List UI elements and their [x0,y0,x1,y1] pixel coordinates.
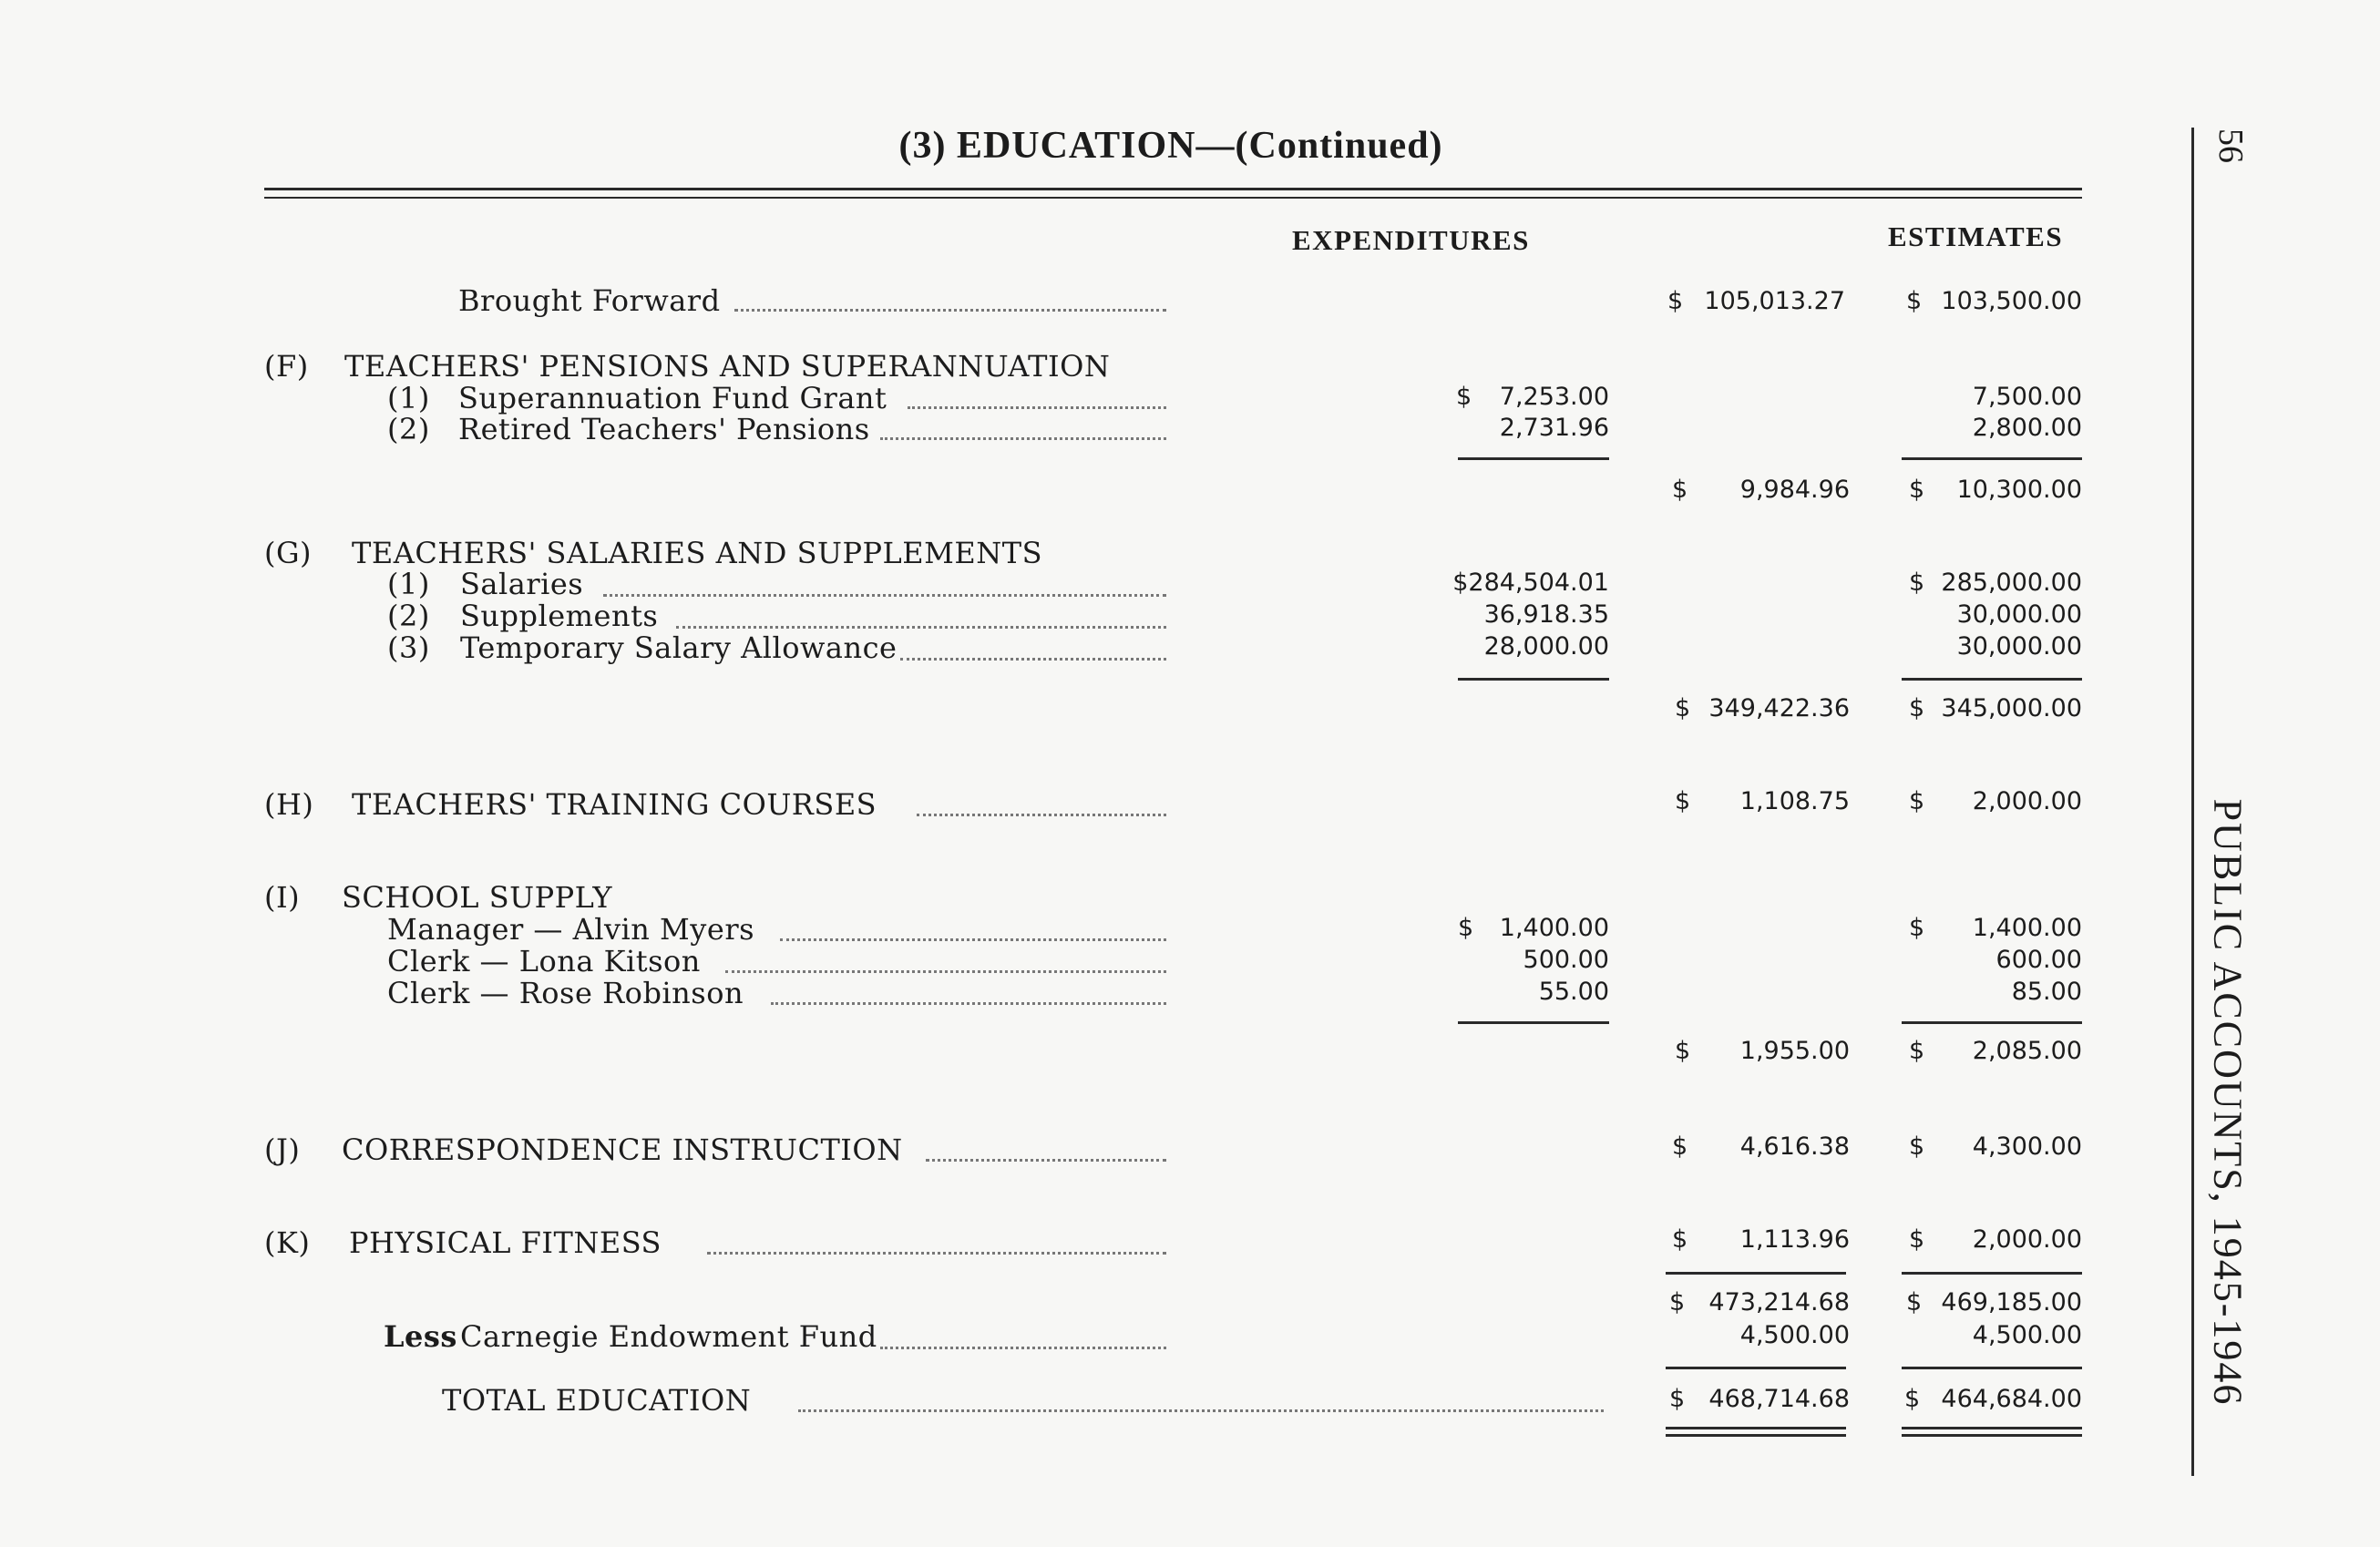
item-number: (3) [387,630,430,665]
item-amount: 36,918.35 [1483,600,1609,629]
section-estimate-total: 2,000.00 [1972,787,2082,815]
column-header-estimates: ESTIMATES [1888,220,2064,252]
section-estimate-total: 2,000.00 [1972,1225,2082,1254]
subtotal-rule [1902,678,2082,681]
item-estimate: 285,000.00 [1941,569,2082,597]
page-title: (3) EDUCATION—(Continued) [898,125,1443,167]
total-rule [1666,1427,1846,1429]
item-label: Salaries [460,567,584,601]
leader-dots [798,1409,1604,1412]
running-title: PUBLIC ACCOUNTS, 1945-1946 [2205,798,2251,1407]
total-label: TOTAL EDUCATION [442,1383,752,1418]
item-amount: 7,253.00 [1499,383,1609,411]
leader-dots [880,437,1166,440]
item-estimate: 2,800.00 [1972,414,2082,442]
currency-sign: $ [1909,1132,1925,1161]
item-label: Retired Teachers' Pensions [458,412,870,446]
currency-sign: $ [1669,1288,1686,1316]
section-title: TEACHERS' SALARIES AND SUPPLEMENTS [352,536,1043,570]
currency-sign: $ [1672,1132,1688,1161]
currency-sign: $ [1458,914,1474,942]
section-title: TEACHERS' PENSIONS AND SUPERANNUATION [344,349,1111,384]
section-title: PHYSICAL FITNESS [349,1225,662,1260]
item-estimate: 600.00 [1995,946,2082,974]
item-estimate: 30,000.00 [1956,600,2082,629]
leader-dots [926,1159,1166,1162]
column-header-expenditures: EXPENDITURES [1292,224,1530,256]
currency-sign: $ [1909,694,1925,722]
section-letter: (F) [264,349,309,384]
leader-dots [676,626,1166,629]
less-label-bold: Less [384,1319,457,1354]
section-estimate-total: 2,085.00 [1972,1037,2082,1065]
currency-sign: $ [1675,787,1691,815]
item-label: Supplements [460,599,659,633]
item-number: (2) [387,412,430,446]
header-rule-bottom [264,197,2082,199]
leader-dots [707,1252,1166,1255]
currency-sign: $ [1909,1037,1925,1065]
subtotal-rule [1666,1367,1846,1369]
less-label: Carnegie Endowment Fund [460,1319,877,1354]
leader-dots [780,938,1166,941]
item-label: Clerk — Lona Kitson [387,944,701,978]
currency-sign: $ [1675,1037,1691,1065]
total-rule [1902,1434,2082,1437]
item-amount: 28,000.00 [1483,632,1609,661]
leader-dots [603,594,1166,597]
item-number: (1) [387,381,430,415]
currency-sign: $ [1909,914,1925,942]
item-number: (1) [387,567,430,601]
currency-sign: $ [1667,287,1684,315]
currency-sign: $ [1909,787,1925,815]
currency-sign: $ [1669,1385,1686,1413]
leader-dots [771,1002,1166,1005]
section-title: SCHOOL SUPPLY [342,880,612,915]
leader-dots [734,309,1166,312]
item-label: Temporary Salary Allowance [460,630,898,665]
leader-dots [917,814,1166,816]
section-total: 4,616.38 [1739,1132,1850,1161]
subtotal-rule [1458,678,1609,681]
section-letter: (G) [264,536,313,570]
total-estimate: 464,684.00 [1941,1385,2082,1413]
section-letter: (J) [264,1132,301,1167]
currency-sign: $ [1675,694,1691,722]
currency-sign: $ [1904,1385,1921,1413]
subtotal-expenditure: 473,214.68 [1708,1288,1850,1316]
subtotal-rule [1458,457,1609,460]
section-total: 349,422.36 [1708,694,1850,722]
subtotal-rule [1902,1272,2082,1275]
section-letter: (K) [264,1225,311,1260]
margin-rule [2191,128,2194,1476]
item-estimate: 30,000.00 [1956,632,2082,661]
item-number: (2) [387,599,430,633]
subtotal-estimate: 469,185.00 [1941,1288,2082,1316]
brought-forward-estimate: 103,500.00 [1941,287,2082,315]
subtotal-rule [1666,1272,1846,1275]
section-estimate-total: 345,000.00 [1941,694,2082,722]
header-rule-top [264,188,2082,190]
subtotal-rule [1458,1021,1609,1024]
item-estimate: 85.00 [2011,978,2082,1006]
currency-sign: $ [1909,569,1925,597]
currency-sign: $ [1672,1225,1688,1254]
total-rule [1666,1434,1846,1437]
item-amount: 55.00 [1538,978,1609,1006]
currency-sign: $ [1909,1225,1925,1254]
brought-forward-label: Brought Forward [458,283,721,318]
currency-sign: $ [1456,383,1472,411]
section-total: 1,108.75 [1739,787,1850,815]
leader-dots [880,1347,1166,1349]
section-total: 1,113.96 [1739,1225,1850,1254]
currency-sign: $ [1906,287,1923,315]
item-label: Manager — Alvin Myers [387,912,755,947]
item-amount: 1,400.00 [1499,914,1609,942]
section-title: CORRESPONDENCE INSTRUCTION [342,1132,903,1167]
less-expenditure: 4,500.00 [1739,1321,1850,1349]
leader-dots [908,406,1166,409]
total-rule [1902,1427,2082,1429]
section-letter: (H) [264,787,314,822]
subtotal-rule [1902,457,2082,460]
currency-sign: $ [1909,476,1925,504]
less-estimate: 4,500.00 [1972,1321,2082,1349]
item-estimate: 1,400.00 [1972,914,2082,942]
item-amount: 2,731.96 [1499,414,1609,442]
subtotal-rule [1902,1367,2082,1369]
section-estimate-total: 10,300.00 [1956,476,2082,504]
page-number: 56 [2211,128,2250,163]
subtotal-rule [1902,1021,2082,1024]
section-title: TEACHERS' TRAINING COURSES [352,787,877,822]
leader-dots [900,658,1166,661]
section-estimate-total: 4,300.00 [1972,1132,2082,1161]
total-expenditure: 468,714.68 [1708,1385,1850,1413]
section-total: 9,984.96 [1739,476,1850,504]
currency-sign: $ [1906,1288,1923,1316]
section-total: 1,955.00 [1739,1037,1850,1065]
brought-forward-expenditure: 105,013.27 [1704,287,1845,315]
item-amount: $284,504.01 [1452,569,1609,597]
item-label: Superannuation Fund Grant [458,381,887,415]
item-estimate: 7,500.00 [1972,383,2082,411]
section-letter: (I) [264,880,301,915]
leader-dots [725,970,1166,973]
item-label: Clerk — Rose Robinson [387,976,744,1010]
currency-sign: $ [1672,476,1688,504]
item-amount: 500.00 [1523,946,1609,974]
